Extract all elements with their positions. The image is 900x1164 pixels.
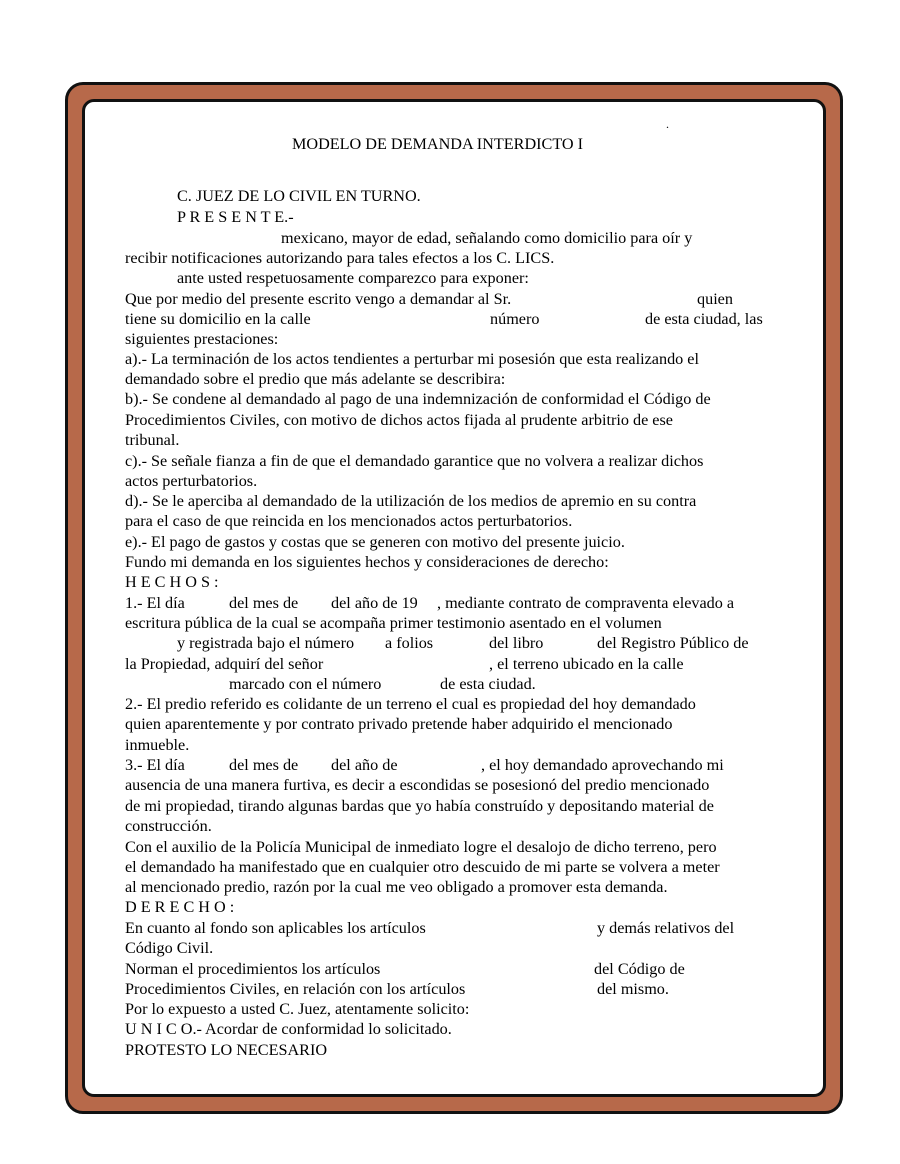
document-line: ante usted respetuosamente comparezco para exponer: — [177, 269, 529, 287]
document-line: Con el auxilio de la Policía Municipal de inmediato logre el desalojo de dicho terreno, pero — [125, 838, 717, 856]
document-line: del Código de — [594, 960, 685, 978]
document-line: del mismo. — [597, 980, 669, 998]
document-line: quien aparentemente y por contrato privado pretende haber adquirido el mencionado — [125, 715, 673, 733]
document-line: 1.- El día — [125, 594, 185, 612]
document-line: , mediante contrato de compraventa elevado a — [437, 594, 735, 612]
document-line: ausencia de una manera furtiva, es decir a escondidas se posesionó del predio mencionado — [125, 776, 710, 794]
document-line: recibir notificaciones autorizando para tales efectos a los C. LICS. — [125, 249, 555, 267]
document-line: del libro — [489, 634, 544, 652]
document-line: b).- Se condene al demandado al pago de una indemnización de conformidad el Código de — [125, 390, 711, 408]
document-line: Procedimientos Civiles, con motivo de dichos actos fijada al prudente arbitrio de ese — [125, 411, 673, 429]
document-line: Por lo expuesto a usted C. Juez, atentamente solicito: — [125, 1000, 470, 1018]
document-line: actos perturbatorios. — [125, 472, 258, 490]
document-line: del año de — [331, 756, 398, 774]
document-line: Norman el procedimientos los artículos — [125, 960, 381, 978]
document-line: demandado sobre el predio que más adelante se describira: — [125, 370, 506, 388]
document-line: Procedimientos Civiles, en relación con los artículos — [125, 980, 466, 998]
document-line: del año de 19 — [331, 594, 418, 612]
document-line: H E C H O S : — [125, 573, 219, 591]
document-line: U N I C O.- Acordar de conformidad lo solicitado. — [125, 1020, 452, 1038]
document-line: , el hoy demandado aprovechando mi — [481, 756, 724, 774]
document-line: P R E S E N T E.- — [177, 208, 294, 226]
document-line: e).- El pago de gastos y costas que se generen con motivo del presente juicio. — [125, 533, 625, 551]
document-line: a).- La terminación de los actos tendientes a perturbar mi posesión que esta realizando el — [125, 350, 699, 368]
document-line: mexicano, mayor de edad, señalando como domicilio para oír y — [281, 229, 693, 247]
document-line: Código Civil. — [125, 939, 214, 957]
document-line: marcado con el número — [229, 675, 382, 693]
document-line: inmueble. — [125, 736, 190, 754]
document-line: la Propiedad, adquirí del señor — [125, 655, 324, 673]
corner-mark: . — [666, 117, 669, 131]
document-line: D E R E C H O : — [125, 898, 235, 916]
document-line: tiene su domicilio en la calle — [125, 310, 311, 328]
document-line: siguientes prestaciones: — [125, 330, 279, 348]
document-line: quien — [697, 290, 733, 308]
document-line: del mes de — [229, 594, 299, 612]
document-line: c).- Se señale fianza a fin de que el demandado garantice que no volvera a realizar dichos — [125, 452, 704, 470]
document-line: para el caso de que reincida en los mencionados actos perturbatorios. — [125, 512, 573, 530]
document-line: escritura pública de la cual se acompaña primer testimonio asentado en el volumen — [125, 614, 662, 632]
document-line: d).- Se le aperciba al demandado de la utilización de los medios de apremio en su contra — [125, 492, 697, 510]
document-line: 2.- El predio referido es colidante de un terreno el cual es propiedad del hoy demandado — [125, 695, 696, 713]
document-line: construcción. — [125, 817, 212, 835]
document-line: de mi propiedad, tirando algunas bardas que yo había construído y depositando material de — [125, 797, 714, 815]
document-line: número — [490, 310, 540, 328]
document-line: el demandado ha manifestado que en cualquier otro descuido de mi parte se volvera a meter — [125, 858, 720, 876]
document-title: MODELO DE DEMANDA INTERDICTO I — [292, 135, 584, 153]
document-line: a folios — [385, 634, 434, 652]
document-line: Fundo mi demanda en los siguientes hechos y consideraciones de derecho: — [125, 553, 609, 571]
document-line: del mes de — [229, 756, 299, 774]
document-line: al mencionado predio, razón por la cual me veo obligado a promover esta demanda. — [125, 878, 668, 896]
document-line: , el terreno ubicado en la calle — [489, 655, 684, 673]
document-line: 3.- El día — [125, 756, 185, 774]
document-line: PROTESTO LO NECESARIO — [125, 1041, 328, 1059]
document-line: y registrada bajo el número — [177, 634, 355, 652]
document-line: En cuanto al fondo son aplicables los artículos — [125, 919, 426, 937]
document-line: tribunal. — [125, 431, 180, 449]
document-line: del Registro Público de — [597, 634, 749, 652]
document-line: C. JUEZ DE LO CIVIL EN TURNO. — [177, 187, 421, 205]
document-line: Que por medio del presente escrito vengo a demandar al Sr. — [125, 290, 512, 308]
document-line: y demás relativos del — [597, 919, 735, 937]
document-line: de esta ciudad, las — [645, 310, 763, 328]
document-line: de esta ciudad. — [440, 675, 536, 693]
